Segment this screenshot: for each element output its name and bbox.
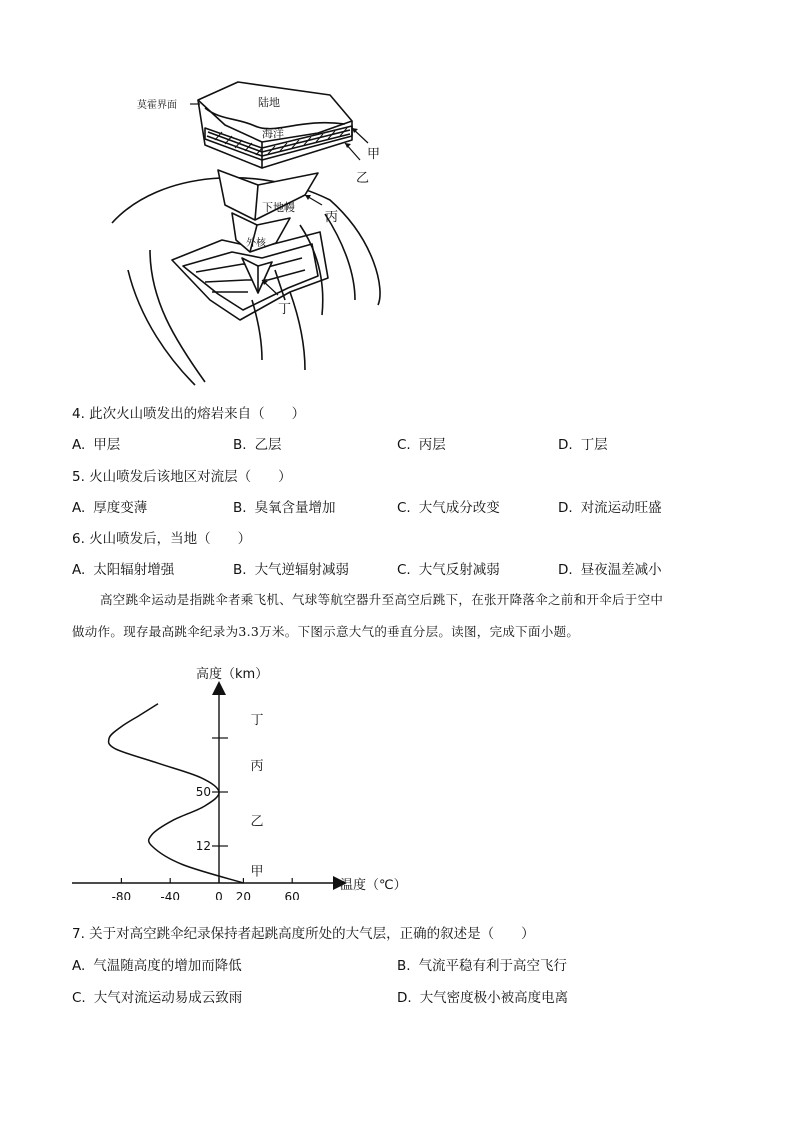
layer-label: 丁 [250, 713, 264, 728]
globe-inner-arc-2 [128, 270, 195, 385]
x-tick-label: 60 [284, 890, 300, 900]
temperature-curve [109, 704, 244, 883]
question-4-stem: 4. 此次火山喷发出的熔岩来自（ ） [72, 406, 306, 422]
y-tick-label: 12 [195, 839, 211, 853]
inner-core-block [242, 258, 272, 293]
q6-option-d[interactable]: D. 昼夜温差减小 [558, 562, 662, 578]
x-axis-label: 温度（℃） [340, 878, 407, 893]
q4-option-a[interactable]: A. 甲层 [72, 437, 121, 453]
layer-ding-label: 丁 [278, 302, 292, 317]
question-6-stem: 6. 火山喷发后，当地（ ） [72, 531, 252, 547]
q5-option-c[interactable]: C. 大气成分改变 [397, 500, 500, 516]
outer-core-label: 外核 [246, 238, 266, 249]
q5-option-d[interactable]: D. 对流运动旺盛 [558, 500, 662, 516]
earth-structure-figure [100, 70, 430, 390]
lower-mantle-label: 下地幔 [262, 201, 295, 214]
layer-label: 丙 [250, 759, 264, 774]
passage-line-2: 做动作。现存最高跳伞纪录为3.3万米。下图示意大气的垂直分层。读图，完成下面小题。 [72, 624, 580, 639]
globe-inner-arc-1 [150, 250, 205, 382]
q4-option-c[interactable]: C. 丙层 [397, 437, 446, 453]
q7-option-b[interactable]: B. 气流平稳有利于高空飞行 [397, 958, 568, 974]
atmosphere-layer-chart [60, 660, 420, 900]
x-tick-label: -80 [111, 890, 132, 900]
q5-option-b[interactable]: B. 臭氧含量增加 [233, 500, 336, 516]
layer-label: 甲 [250, 864, 264, 880]
layer-yi-label: 乙 [356, 171, 370, 186]
passage-line-1: 高空跳伞运动是指跳伞者乘飞机、气球等航空器升至高空后跳下，在张开降落伞之前和开伞后于空中 [100, 592, 664, 607]
globe-arc-3 [325, 214, 355, 300]
question-7-stem: 7. 关于对高空跳伞纪录保持者起跳高度所处的大气层，正确的叙述是（ ） [72, 926, 535, 942]
x-tick-label: 20 [235, 890, 252, 900]
x-tick-label: -40 [160, 890, 181, 900]
q7-option-a[interactable]: A. 气温随高度的增加而降低 [72, 958, 242, 974]
q4-option-b[interactable]: B. 乙层 [233, 437, 282, 453]
q7-option-d[interactable]: D. 大气密度极小被高度电离 [397, 990, 569, 1006]
moho-label: 莫霍界面 [137, 100, 177, 111]
layer-label: 乙 [250, 814, 264, 830]
land-label: 陆地 [258, 96, 280, 109]
x-tick-label: 0 [215, 890, 223, 900]
y-axis-label: 高度（km） [196, 667, 269, 682]
q6-option-a[interactable]: A. 太阳辐射增强 [72, 562, 175, 578]
y-tick-label: 50 [195, 785, 211, 799]
q5-option-a[interactable]: A. 厚度变薄 [72, 500, 148, 516]
layer-jia-label: 甲 [367, 147, 381, 162]
q7-option-c[interactable]: C. 大气对流运动易成云致雨 [72, 990, 243, 1006]
q4-option-d[interactable]: D. 丁层 [558, 437, 608, 453]
q6-option-c[interactable]: C. 大气反射减弱 [397, 562, 500, 578]
layer-bing-label: 丙 [325, 210, 339, 225]
question-5-stem: 5. 火山喷发后该地区对流层（ ） [72, 469, 292, 485]
q6-option-b[interactable]: B. 大气逆辐射减弱 [233, 562, 350, 578]
ocean-label: 海洋 [262, 127, 284, 140]
